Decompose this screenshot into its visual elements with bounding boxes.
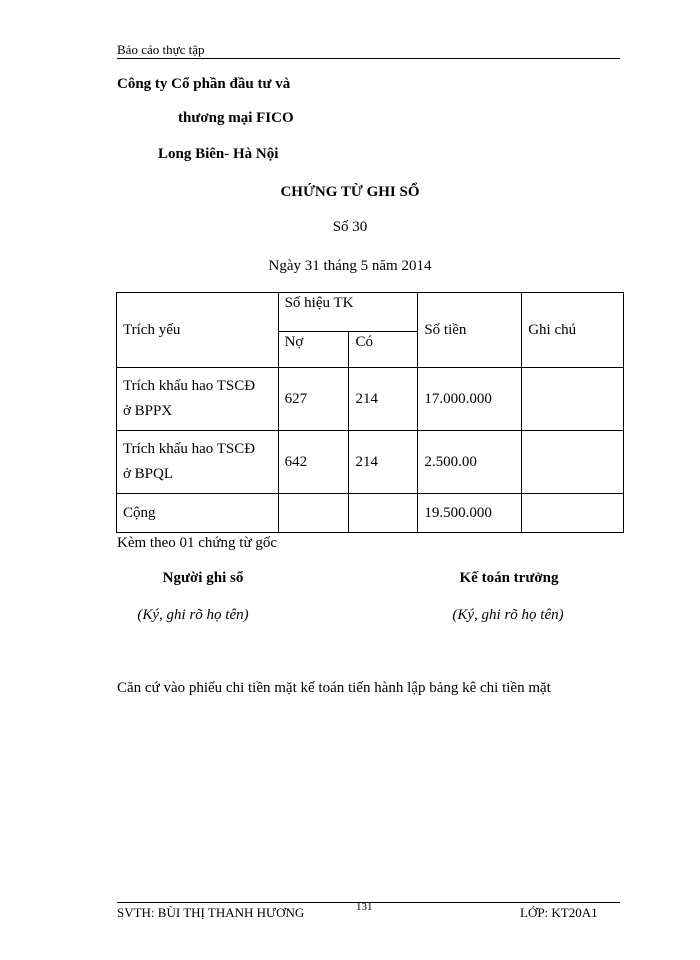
page-number: 131 <box>356 901 373 913</box>
row-description <box>117 368 279 431</box>
row-description-line2: ở BPQL <box>123 466 174 482</box>
document-number: Số 30 <box>332 219 368 235</box>
attachment-note: Kèm theo 01 chứng từ gốc <box>117 535 277 551</box>
row-description-line1: Trích khấu hao TSCĐ <box>123 378 256 394</box>
body-paragraph: Căn cứ vào phiếu chi tiền mặt kế toán tiến hành lập bảng kê chi tiền mặt <box>117 680 551 696</box>
total-debit-empty <box>278 494 349 533</box>
footer-student: SVTH: BÙI THỊ THANH HƯƠNG <box>117 905 305 920</box>
table-total-row <box>117 494 624 533</box>
total-note-empty <box>522 494 624 533</box>
row-description <box>117 431 279 494</box>
document-date: Ngày 31 tháng 5 năm 2014 <box>268 258 432 274</box>
footer-class: LỚP: KT20A1 <box>520 905 598 920</box>
row-description-line1: Trích khấu hao TSCĐ <box>123 441 256 457</box>
company-address: Long Biên- Hà Nội <box>158 146 279 162</box>
document-title: CHỨNG TỪ GHI SỔ <box>280 184 420 200</box>
row-note <box>522 431 624 494</box>
row-note <box>522 368 624 431</box>
row-credit: 214 <box>349 368 418 431</box>
row-credit: 214 <box>349 431 418 494</box>
row-amount: 2.500.00 <box>418 431 522 494</box>
row-debit: 627 <box>278 368 349 431</box>
total-label: Cộng <box>117 494 279 533</box>
row-amount: 17.000.000 <box>418 368 522 431</box>
signature-right-title: Kế toán trưởng <box>459 570 559 586</box>
signature-left-subtitle: (Ký, ghi rõ họ tên) <box>137 607 249 623</box>
signature-left-title: Người ghi sổ <box>162 570 244 586</box>
table-header-row <box>117 293 624 332</box>
header-account-number: Số hiệu TK <box>278 293 418 332</box>
total-credit-empty <box>349 494 418 533</box>
header-credit: Có <box>349 332 418 368</box>
table-row <box>117 368 624 431</box>
row-debit: 642 <box>278 431 349 494</box>
header-debit: Nợ <box>278 332 349 368</box>
row-description-line2: ở BPPX <box>123 403 173 419</box>
signature-right-subtitle: (Ký, ghi rõ họ tên) <box>452 607 564 623</box>
header-amount: Số tiền <box>418 293 522 368</box>
header-divider <box>117 58 620 59</box>
company-name-line1: Công ty Cổ phần đầu tư và <box>117 76 291 92</box>
report-header: Báo cáo thực tập <box>117 42 205 57</box>
company-name-line2: thương mại FICO <box>178 110 294 126</box>
total-amount: 19.500.000 <box>418 494 522 533</box>
table-row <box>117 431 624 494</box>
header-description: Trích yếu <box>117 293 279 368</box>
ledger-table <box>116 292 624 533</box>
header-note: Ghi chú <box>522 293 624 368</box>
